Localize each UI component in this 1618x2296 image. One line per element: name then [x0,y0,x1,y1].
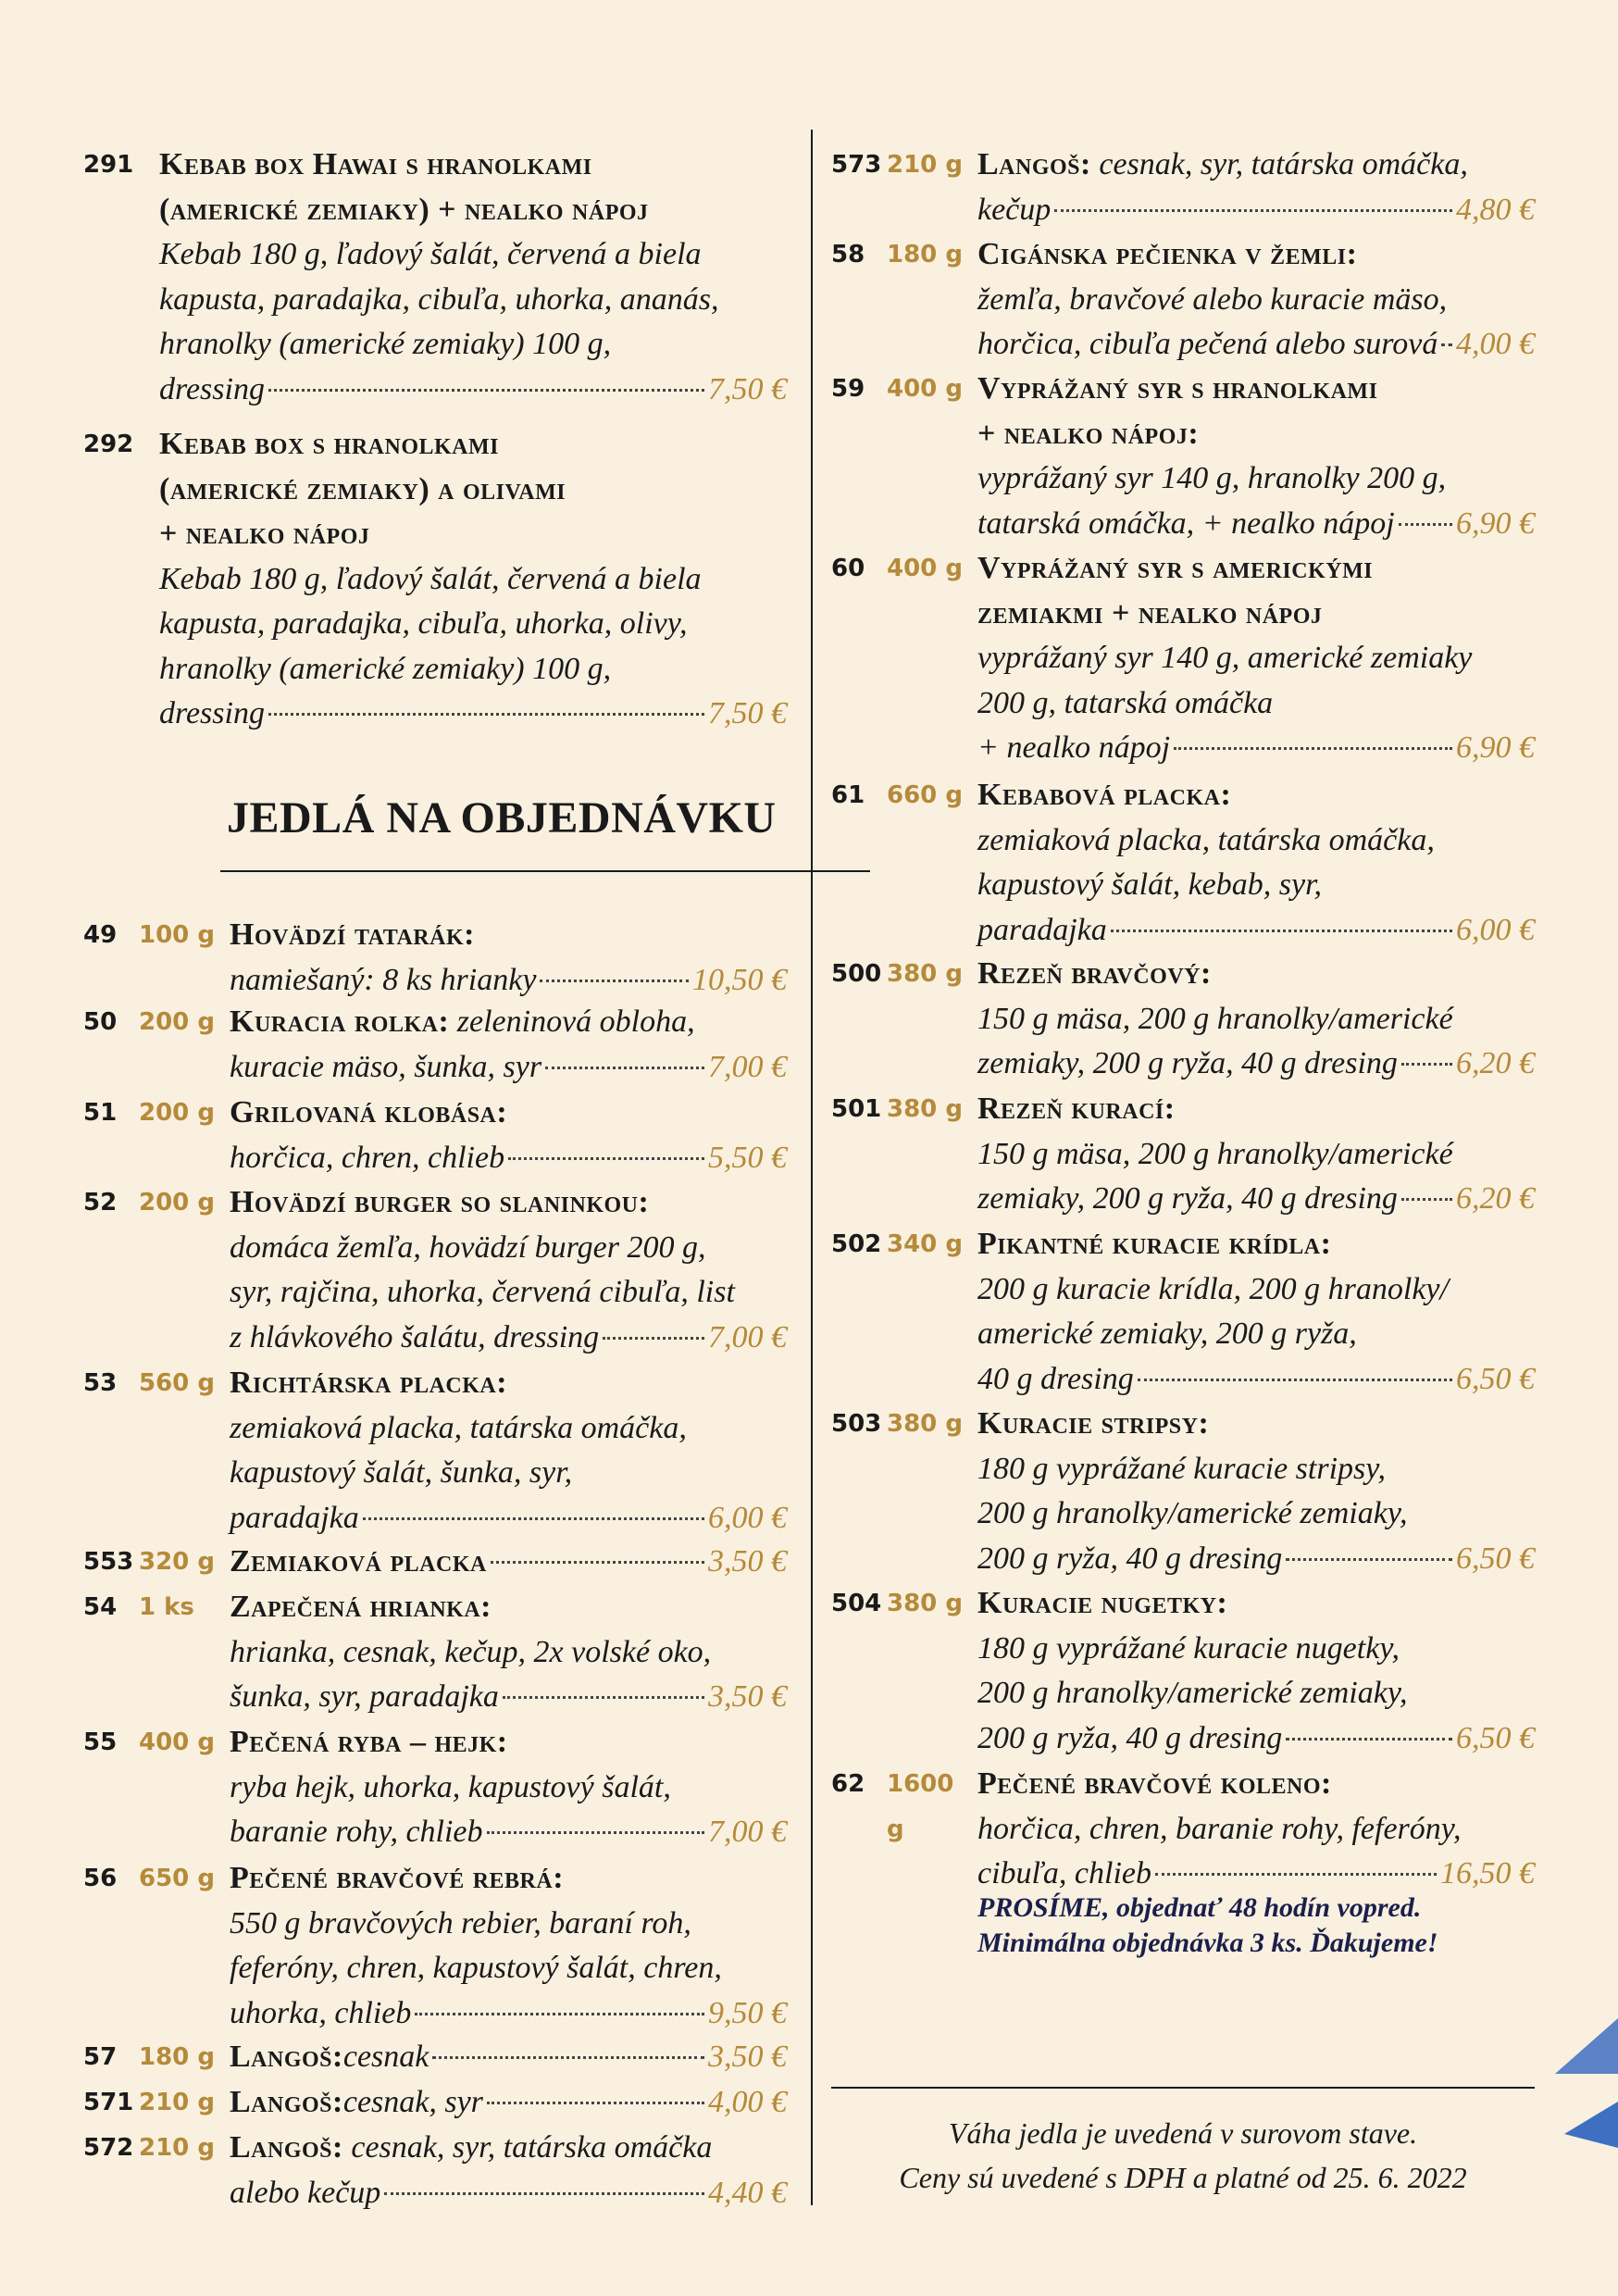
item-price: 3,50 € [708,2040,787,2074]
note-line: Minimálna objednávka 3 ks. Ďakujeme! [977,1928,1438,1958]
leader-dots [1155,1873,1437,1876]
item-description: 200 g hranolky/americké zemiaky, [977,1496,1408,1530]
item-price: 6,00 € [1456,912,1535,947]
item-price: 4,40 € [708,2175,787,2210]
item-description: 150 g mäsa, 200 g hranolky/americké [977,1001,1453,1036]
item-description: kapusta, paradajka, cibuľa, uhorka, ananás, [159,281,719,317]
item-title-line [230,1585,787,1630]
item-number: 553 [83,1548,134,1576]
item-description: americké zemiaky, 200 g ryža, [977,1316,1357,1351]
item-title-line [230,1361,787,1406]
item-description: 150 g mäsa, 200 g hranolky/americké [977,1136,1453,1171]
item-description: hranolky (americké zemiaky) 100 g, [159,327,612,361]
price-line [230,1540,787,1585]
item-weight: 180 g [887,241,963,268]
item-body [230,2080,787,2126]
item-title-line [977,1762,1535,1807]
item-price: 4,00 € [708,2085,787,2119]
item-price: 7,50 € [708,371,787,406]
leader-dots [1401,1063,1452,1066]
item-description: 200 g hranolky/americké zemiaky, [977,1676,1408,1710]
item-description: dressing [159,696,265,730]
item-body [230,1091,787,1180]
item-description: syr, rajčina, uhorka, červená cibuľa, list [230,1275,735,1309]
item-body [230,2035,787,2080]
item-body [977,367,1535,546]
leader-dots [268,713,704,716]
item-description: cesnak [342,2040,429,2074]
price-line [230,2035,787,2080]
item-title: Rezeň kurací: [977,1092,1176,1126]
item-body [230,1180,787,1360]
item-title-line [977,232,1535,278]
item-weight: 560 g [139,1369,215,1397]
item-number: 49 [83,921,118,949]
item-description: uhorka, chlieb [230,1995,412,2030]
section-divider [220,870,870,872]
item-description: 550 g bravčových rebier, baraní roh, [230,1905,691,1940]
item-body [977,952,1535,1087]
item-description: ryba hejk, uhorka, kapustový šalát, [230,1769,671,1804]
item-body [977,546,1535,771]
item-title: Cigánska pečienka v žemli: [977,237,1358,271]
price-line [230,1136,787,1181]
item-number: 503 [831,1410,882,1438]
item-weight: 200 g [139,1189,215,1217]
leader-dots [491,1561,704,1564]
price-line [977,1537,1535,1582]
item-title: Kuracie stripsy: [977,1406,1210,1441]
item-title-tail: zeleninová obloha, [449,1004,695,1039]
item-description: vyprážaný syr 140 g, americké zemiaky [977,641,1473,675]
item-number: 56 [83,1865,118,1892]
item-description: kapusta, paradajka, cibuľa, uhorka, olivy, [159,606,688,641]
item-body [230,1856,787,2036]
item-title-line [230,1000,787,1045]
item-description: kapustový šalát, kebab, syr, [977,867,1323,902]
item-title-line [977,1222,1535,1267]
leader-dots [363,1517,704,1520]
item-title-line [977,1581,1535,1627]
item-description: zemiaky, 200 g ryža, 40 g dresing [977,1046,1398,1080]
item-weight: 380 g [887,1095,963,1123]
order-note [977,1890,1535,1961]
item-body [977,232,1535,368]
item-title: Hovädzí burger so slaninkou: [230,1185,650,1219]
price-line [159,692,787,737]
item-title: Langoš: [230,2040,343,2074]
item-weight: 1 ks [139,1593,194,1621]
price-line [230,958,787,1004]
item-description: vyprážaný syr 140 g, hranolky 200 g, [977,461,1447,495]
item-weight: 380 g [887,960,963,988]
item-body [230,2126,787,2215]
leader-dots [603,1337,704,1340]
item-title: Kebab box Hawai s hranolkami [159,147,592,181]
item-description: + nealko nápoj [977,730,1171,765]
item-description: 40 g dresing [977,1361,1134,1396]
item-body [977,1222,1535,1402]
leader-dots [1399,523,1452,526]
item-body [230,1000,787,1090]
item-title: + nealko nápoj: [977,416,1200,451]
footer-divider [831,2087,1535,2089]
item-number: 60 [831,555,865,582]
item-description: tatarská omáčka, + nealko nápoj [977,505,1395,541]
item-body [230,913,787,1003]
item-title: Pečené bravčové koleno: [977,1766,1332,1801]
item-title-line [230,2126,787,2171]
item-description: paradajka [977,912,1107,947]
item-number: 291 [83,151,134,179]
leader-dots [503,1696,704,1699]
item-description: feferóny, chren, kapustový šalát, chren, [230,1951,722,1985]
item-title: Grilovaná klobása: [230,1095,508,1129]
item-price: 3,50 € [708,1679,787,1714]
item-description: kapustový šalát, šunka, syr, [230,1455,573,1490]
item-title: Pečená ryba – hejk: [230,1725,508,1759]
item-description: z hlávkového šalátu, dressing [230,1319,600,1354]
leader-dots [1054,209,1452,212]
footer-line: Ceny sú uvedené s DPH a platné od 25. 6. 2022 [899,2161,1467,2194]
item-body [977,1581,1535,1761]
leader-dots [1174,747,1452,750]
leader-dots [540,980,689,982]
leader-dots [487,1831,704,1834]
item-title-tail: cesnak, syr, tatárska omáčka [342,2130,713,2165]
price-line [230,1675,787,1720]
item-weight: 1600 g [887,1770,954,1843]
item-number: 61 [831,781,865,809]
item-price: 6,20 € [1456,1046,1535,1080]
item-number: 50 [83,1008,118,1036]
item-body [159,143,787,412]
item-title-line [977,1402,1535,1447]
item-weight: 100 g [139,921,215,949]
item-description: baranie rohy, chlieb [230,1815,483,1849]
item-title: Kuracie nugetky: [977,1586,1228,1620]
item-weight: 400 g [139,1728,215,1756]
price-line [977,188,1535,233]
item-body [159,422,787,737]
item-price: 7,00 € [708,1049,787,1084]
item-description: hrianka, cesnak, kečup, 2x volské oko, [230,1634,712,1669]
footer-line: Váha jedla je uvedená v surovom stave. [948,2116,1418,2150]
item-description: žemľa, bravčové alebo kuracie mäso, [977,281,1448,317]
item-title: (americké zemiaky) a olivami [159,471,566,506]
item-weight: 380 g [887,1590,963,1617]
item-body [230,1585,787,1720]
item-number: 573 [831,151,882,179]
item-description: paradajka [230,1500,359,1535]
item-price: 9,50 € [708,1995,787,2030]
item-title-line [230,1856,787,1902]
item-number: 502 [831,1230,882,1258]
leader-dots [268,389,704,392]
item-description: hranolky (americké zemiaky) 100 g, [159,651,612,686]
item-title-tail: cesnak, syr, tatárska omáčka, [1090,147,1468,181]
price-line [230,2171,787,2216]
item-title: Zemiaková placka [230,1544,487,1578]
leader-dots [487,2102,704,2104]
item-weight: 340 g [887,1230,963,1258]
item-title-line [977,952,1535,997]
item-title: Langoš: [230,2085,343,2119]
leader-dots [1138,1379,1452,1381]
leader-dots [545,1067,704,1069]
item-number: 504 [831,1590,882,1617]
item-title: Zapečená hrianka: [230,1590,492,1624]
item-price: 16,50 € [1440,1856,1535,1890]
item-title: Rezeň bravčový: [977,956,1212,991]
item-description: 200 g kuracie krídla, 200 g hranolky/ [977,1271,1449,1306]
item-number: 571 [83,2089,134,2116]
item-title: Langoš: [977,147,1091,181]
note-line: PROSÍME, objednať 48 hodín vopred. [977,1892,1422,1923]
item-price: 3,50 € [708,1544,787,1578]
item-weight: 400 g [887,375,963,403]
item-title: Kebabová placka: [977,778,1232,812]
footer-note [831,2111,1535,2200]
item-number: 62 [831,1770,865,1798]
price-line [977,1042,1535,1087]
item-title: Hovädzí tatarák: [230,917,475,952]
item-body [977,143,1535,232]
leader-dots [1286,1738,1452,1741]
item-title: Pečené bravčové rebrá: [230,1861,565,1895]
price-line [230,1810,787,1855]
item-description: dressing [159,371,265,406]
item-number: 57 [83,2043,118,2071]
price-line [977,1177,1535,1222]
item-weight: 400 g [887,555,963,582]
price-line [977,1716,1535,1762]
item-price: 4,00 € [1456,327,1535,361]
price-line [977,1357,1535,1403]
item-weight: 200 g [139,1008,215,1036]
item-weight: 320 g [139,1548,215,1576]
item-description: 180 g vyprážané kuracie nugetky, [977,1630,1400,1666]
item-number: 572 [83,2134,134,2162]
item-description: horčica, cibuľa pečená alebo surová [977,327,1438,361]
item-body [230,1361,787,1541]
item-number: 51 [83,1099,118,1127]
price-line [977,726,1535,771]
item-title: zemiakmi + nealko nápoj [977,595,1323,630]
item-body [977,773,1535,953]
item-weight: 660 g [887,781,963,809]
item-price: 6,20 € [1456,1181,1535,1216]
leader-dots [1401,1198,1452,1201]
item-weight: 210 g [887,151,963,179]
item-description: cibuľa, chlieb [977,1856,1151,1890]
item-title: + nealko nápoj [159,517,370,551]
item-price: 7,00 € [708,1319,787,1354]
price-line [230,1316,787,1361]
item-title-line [230,1091,787,1136]
price-line [159,368,787,413]
item-price: 6,00 € [708,1500,787,1535]
item-description: 200 g ryža, 40 g dresing [977,1720,1283,1755]
item-price: 7,00 € [708,1815,787,1849]
item-price: 5,50 € [708,1140,787,1175]
item-description: kečup [977,192,1052,227]
item-description: cesnak, syr [342,2085,483,2119]
item-body [977,1402,1535,1581]
item-price: 6,50 € [1456,1361,1535,1396]
item-number: 500 [831,960,882,988]
item-title: Langoš: [230,2130,343,2165]
leader-dots [508,1157,704,1160]
price-line [230,1991,787,2037]
item-weight: 180 g [139,2043,215,2071]
item-description: Kebab 180 g, ľadový šalát, červená a biela [159,237,702,271]
item-weight: 650 g [139,1865,215,1892]
item-description: zemiaková placka, tatárska omáčka, [977,822,1435,857]
item-description: alebo kečup [230,2175,381,2210]
column-divider [811,130,813,2205]
item-price: 10,50 € [692,962,787,997]
item-price: 6,90 € [1456,505,1535,541]
item-number: 55 [83,1728,118,1756]
item-description: 180 g vyprážané kuracie stripsy, [977,1451,1386,1486]
item-description: šunka, syr, paradajka [230,1679,499,1714]
item-description: zemiaky, 200 g ryža, 40 g dresing [977,1181,1398,1216]
item-description: zemiaková placka, tatárska omáčka, [230,1410,687,1445]
price-line [977,908,1535,954]
item-body [230,1540,787,1585]
item-weight: 200 g [139,1099,215,1127]
item-body [977,1762,1535,1897]
item-number: 292 [83,430,134,458]
item-number: 52 [83,1189,118,1217]
item-number: 53 [83,1369,118,1397]
item-price: 6,50 € [1456,1541,1535,1576]
price-line [230,1045,787,1091]
item-title-line [977,1087,1535,1132]
item-description: horčica, chren, chlieb [230,1140,505,1175]
item-title: Pikantné kuracie krídla: [977,1227,1332,1261]
item-title: Kebab box s hranolkami [159,427,499,461]
item-description: 200 g ryža, 40 g dresing [977,1541,1283,1576]
item-description: kuracie mäso, šunka, syr [230,1049,542,1084]
item-number: 58 [831,241,865,268]
decor-shape-icon [1555,2018,1618,2148]
item-title-line [977,773,1535,818]
price-line [230,1496,787,1541]
item-description: namiešaný: 8 ks hrianky [230,962,537,997]
item-price: 7,50 € [708,696,787,730]
item-description: domáca žemľa, hovädzí burger 200 g, [230,1229,706,1265]
item-title-line [230,1180,787,1226]
item-title: Kuracia rolka: [230,1004,450,1039]
leader-dots [384,2192,704,2195]
item-number: 59 [831,375,865,403]
item-number: 501 [831,1095,882,1123]
item-title-line [977,143,1535,188]
price-line [977,322,1535,368]
section-title: JEDLÁ NA OBJEDNÁVKU [227,793,777,842]
item-weight: 210 g [139,2134,215,2162]
leader-dots [1286,1558,1452,1561]
item-title-line [230,913,787,958]
leader-dots [1441,343,1452,346]
leader-dots [1111,930,1452,932]
leader-dots [415,2013,704,2015]
item-body [230,1720,787,1855]
price-line [977,502,1535,547]
price-line [230,2080,787,2126]
item-title: (americké zemiaky) + nealko nápoj [159,192,649,227]
item-price: 6,90 € [1456,730,1535,765]
item-description: Kebab 180 g, ľadový šalát, červená a biela [159,561,702,596]
item-weight: 380 g [887,1410,963,1438]
item-title: Richtárska placka: [230,1366,508,1400]
item-title: Vyprážaný syr s americkými [977,551,1374,585]
item-title-line [230,1720,787,1766]
item-title: Vyprážaný syr s hranolkami [977,371,1378,406]
item-body [977,1087,1535,1222]
leader-dots [432,2056,704,2059]
item-description: horčica, chren, baranie rohy, feferóny, [977,1811,1462,1846]
item-number: 54 [83,1593,118,1621]
item-price: 4,80 € [1456,192,1535,227]
item-price: 6,50 € [1456,1720,1535,1755]
item-description: 200 g, tatarská omáčka [977,685,1274,720]
item-weight: 210 g [139,2089,215,2116]
